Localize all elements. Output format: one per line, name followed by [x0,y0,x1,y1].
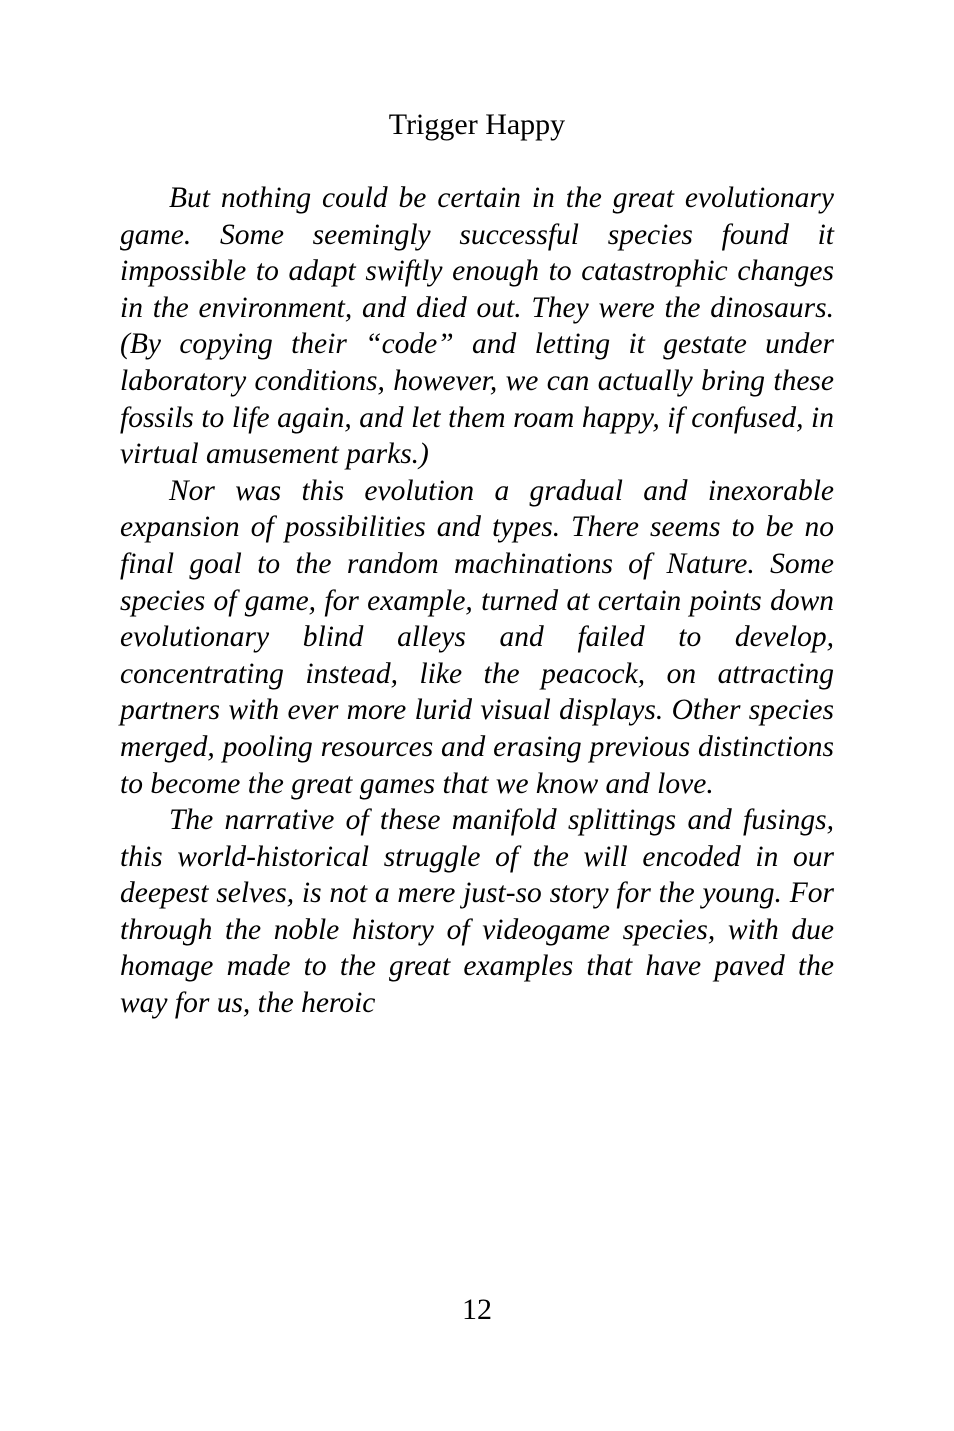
paragraph: But nothing could be certain in the great evolutionary game. Some seemingly successful species found it impossible to adapt swiftly enough to catastrophic changes in the environment, and died out. They were the dinosaurs. (By copying their “code” and letting it gestate under laboratory conditions, however, we can actually bring these fossils to life again, and let them roam happy, if confused, in virtual amusement parks.) [120,182,834,471]
paragraph: The narrative of these manifold splittings and fusings, this world-historical struggle of the will encoded in our deepest selves, is not a mere just-so story for the young. For through the noble history of videogame species, with due homage made to the great examples that have paved the way for us, the heroic [120,804,834,1020]
paragraph: Nor was this evolution a gradual and inexorable expansion of possibilities and types. There seems to be no final goal to the random machinations of Nature. Some species of game, for example, turned at certain points down evolutionary blind alleys and failed to develop, concentrating instead, like the peacock, on attracting partners with ever more lurid visual displays. Other species merged, pooling resources and erasing previous distinctions to become the great games that we know and love. [120,474,834,800]
page-number: 12 [462,1293,492,1326]
running-title: Trigger Happy [388,108,566,141]
body-text [120,180,834,1022]
